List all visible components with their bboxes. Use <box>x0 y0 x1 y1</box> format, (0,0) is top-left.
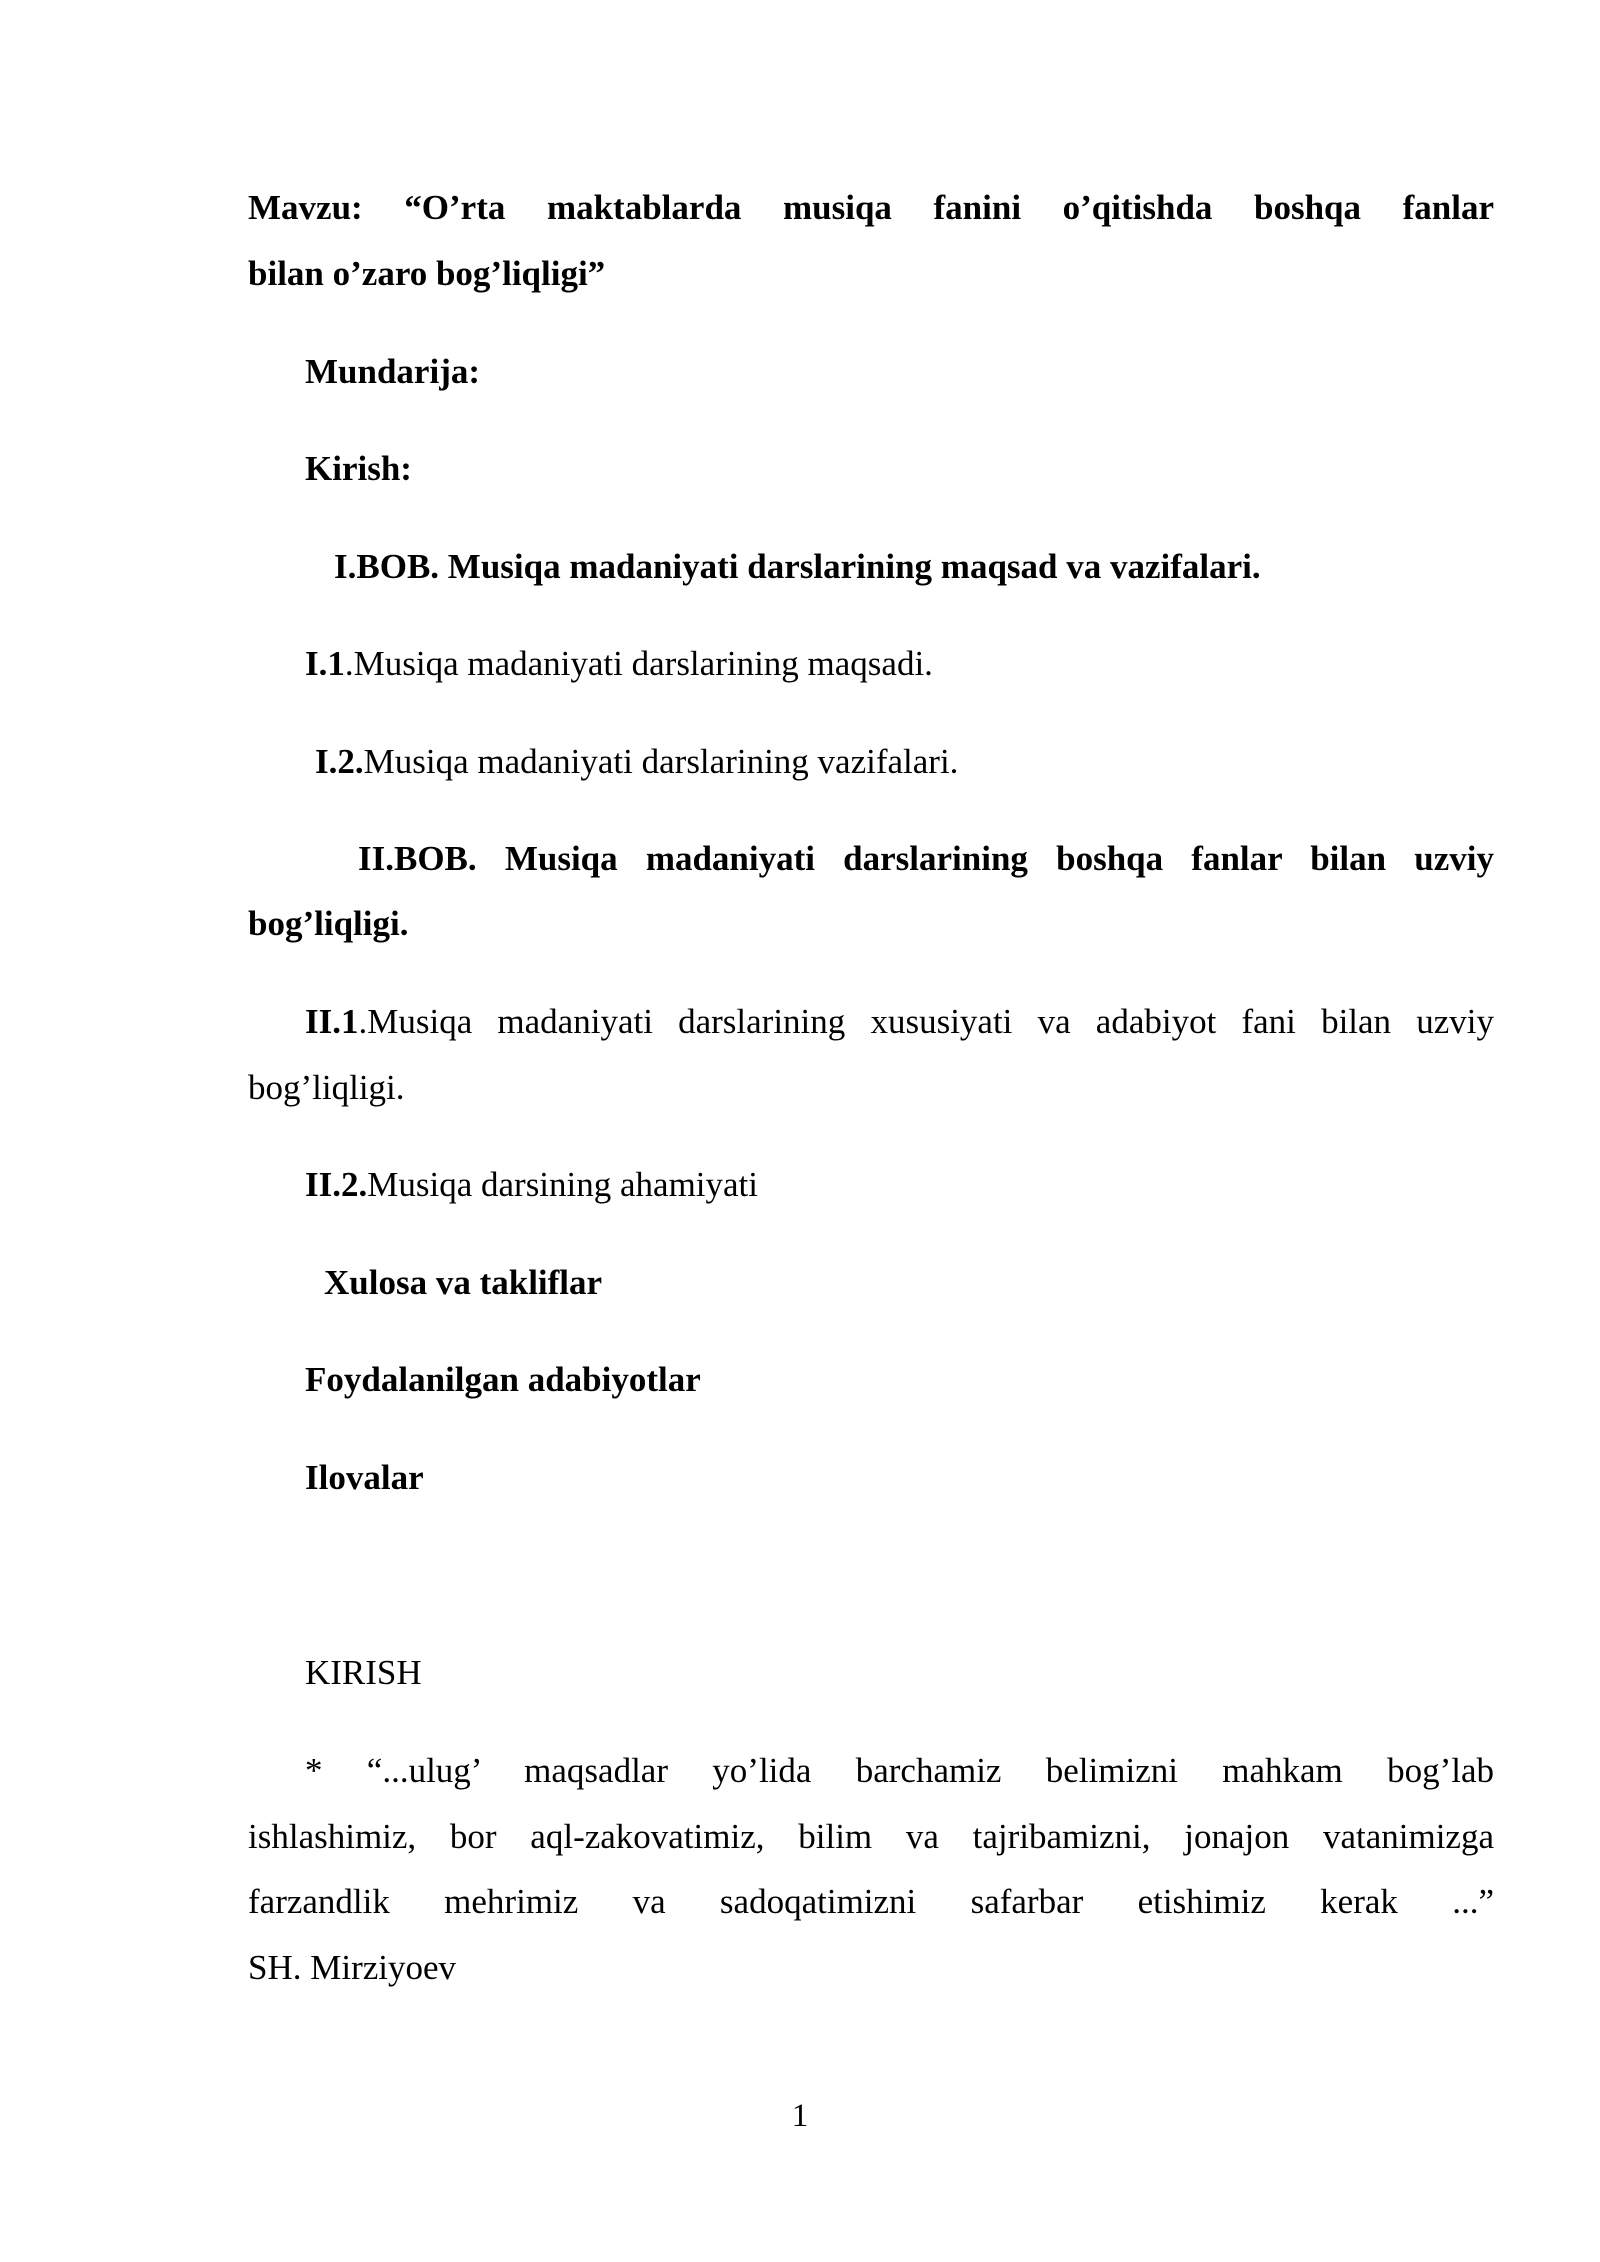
quote-line-1: * “...ulug’ maqsadlar yo’lida barchamiz belimizni mahkam bog’lab <box>305 1751 1494 1790</box>
title-line-1: Mavzu: “O’rta maktablarda musiqa fanini o’qitishda boshqa fanlar <box>248 188 1494 227</box>
contents-references: Foydalanilgan adabiyotlar <box>305 1360 701 1399</box>
section-title: .Musiqa madaniyati darslarining xususiyati va adabiyot fani bilan uzviy <box>358 1002 1494 1041</box>
contents-conclusion: Xulosa va takliflar <box>324 1263 603 1302</box>
contents-section-1-1 <box>305 642 933 686</box>
section-number: I.2. <box>315 742 364 781</box>
section-title: Musiqa darsining ahamiyati <box>367 1165 759 1204</box>
section-number: II.2. <box>305 1165 368 1204</box>
contents-chapter-1: I.BOB. Musiqa madaniyati darslarining maqsad va vazifalari. <box>334 547 1261 586</box>
quote-author: SH. Mirziyoev <box>248 1948 457 1987</box>
contents-section-1-2 <box>315 740 958 784</box>
section-title: .Musiqa madaniyati darslarining maqsadi. <box>344 644 933 683</box>
contents-appendices: Ilovalar <box>305 1458 424 1497</box>
contents-intro: Kirish: <box>305 449 412 488</box>
contents-section-2-1-line-2: bog’liqligi. <box>248 1068 405 1107</box>
quote-line-2: ishlashimiz, bor aql-zakovatimiz, bilim va tajribamizni, jonajon vatanimizga <box>248 1817 1494 1856</box>
contents-section-2-1-line-1 <box>305 1000 1494 1044</box>
contents-chapter-2-line-1: II.BOB. Musiqa madaniyati darslarining boshqa fanlar bilan uzviy <box>358 839 1494 878</box>
contents-heading: Mundarija: <box>305 352 480 391</box>
section-number: I.1 <box>305 644 345 683</box>
contents-chapter-2-line-2: bog’liqligi. <box>248 904 409 943</box>
title-line-2: bilan o’zaro bog’liqligi” <box>248 254 606 293</box>
page-number: 1 <box>791 2098 809 2134</box>
intro-heading: KIRISH <box>305 1653 422 1692</box>
quote-line-3: farzandlik mehrimiz va sadoqatimizni safarbar etishimiz kerak ...” <box>248 1882 1494 1921</box>
contents-section-2-2 <box>305 1163 758 1207</box>
section-title: Musiqa madaniyati darslarining vazifalari. <box>363 742 959 781</box>
section-number: II.1 <box>305 1002 359 1041</box>
